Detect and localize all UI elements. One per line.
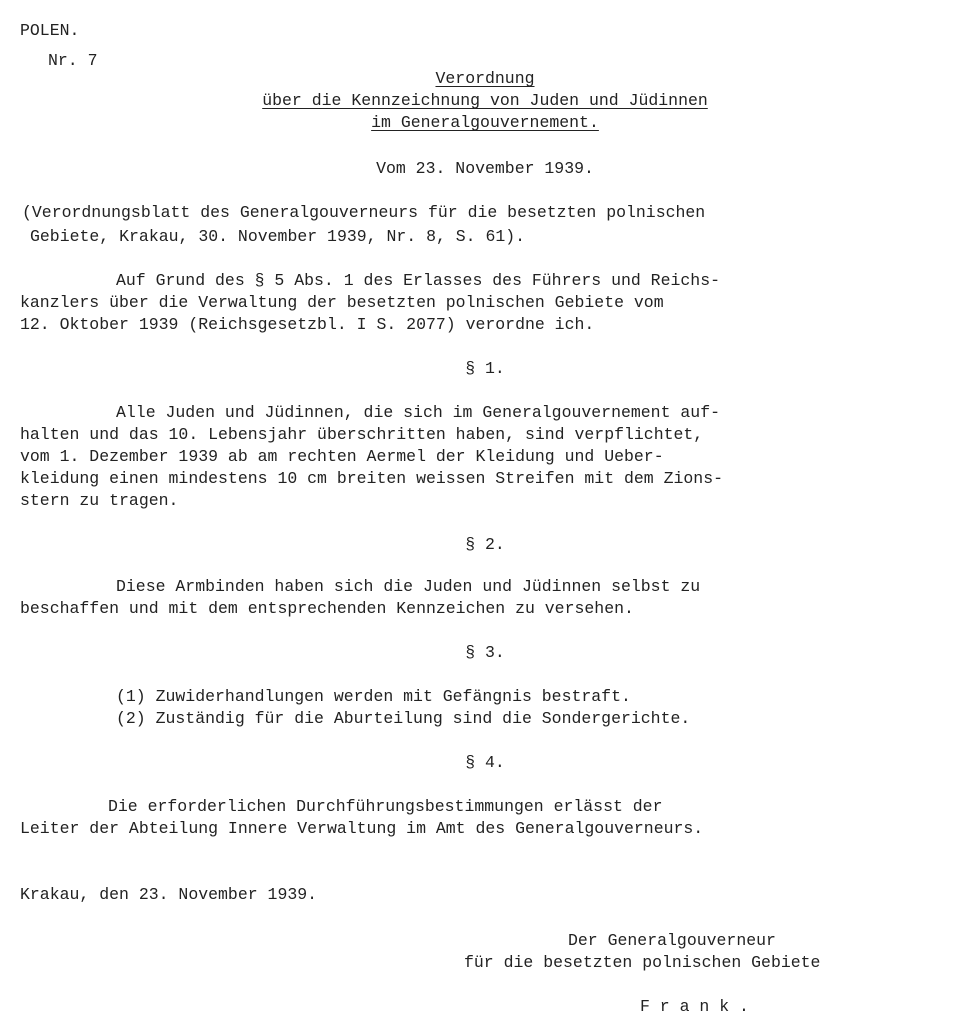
title-text-2: über die Kennzeichnung von Juden und Jüdinnen [262, 91, 708, 110]
title-line-3 [0, 112, 970, 134]
section-1-line-3: vom 1. Dezember 1939 ab am rechten Aermel der Kleidung und Ueber- [20, 447, 664, 466]
section-4-line-1: Die erforderlichen Durchführungsbestimmungen erlässt der [108, 797, 663, 816]
source-line-2: Gebiete, Krakau, 30. November 1939, Nr. 8, S. 61). [30, 227, 526, 246]
section-1-heading: § 1. [465, 359, 505, 378]
preamble-line-2: kanzlers über die Verwaltung der besetzten polnischen Gebiete vom [20, 293, 664, 312]
signer-title-2: für die besetzten polnischen Gebiete [464, 953, 821, 972]
section-1-line-5: stern zu tragen. [20, 491, 179, 510]
section-2-line-2: beschaffen und mit dem entsprechenden Kennzeichen zu versehen. [20, 599, 634, 618]
section-2-heading: § 2. [465, 535, 505, 554]
section-3-heading: § 3. [465, 643, 505, 662]
section-3-line-1: (1) Zuwiderhandlungen werden mit Gefängnis bestraft. [116, 687, 631, 706]
section-1-line-1: Alle Juden und Jüdinnen, die sich im Generalgouvernement auf- [116, 403, 720, 422]
section-2-line-1: Diese Armbinden haben sich die Juden und Jüdinnen selbst zu [116, 577, 701, 596]
section-4-heading: § 4. [465, 753, 505, 772]
preamble-line-3: 12. Oktober 1939 (Reichsgesetzbl. I S. 2077) verordne ich. [20, 315, 595, 334]
title-text-1: Verordnung [435, 69, 535, 88]
section-4-line-2: Leiter der Abteilung Innere Verwaltung im Amt des Generalgouverneurs. [20, 819, 704, 838]
source-line-1: (Verordnungsblatt des Generalgouverneurs für die besetzten polnischen [22, 203, 706, 222]
signer-title-1: Der Generalgouverneur [568, 931, 776, 950]
date-line: Vom 23. November 1939. [376, 159, 594, 178]
preamble-line-1: Auf Grund des § 5 Abs. 1 des Erlasses des Führers und Reichs- [116, 271, 720, 290]
title-line-1 [0, 68, 970, 90]
signature: F r a n k . [640, 997, 749, 1016]
section-3-line-2: (2) Zuständig für die Aburteilung sind die Sondergerichte. [116, 709, 691, 728]
section-1-line-2: halten und das 10. Lebensjahr überschritten haben, sind verpflichtet, [20, 425, 704, 444]
place-date: Krakau, den 23. November 1939. [20, 885, 318, 904]
section-1-line-4: kleidung einen mindestens 10 cm breiten weissen Streifen mit dem Zions- [20, 469, 724, 488]
country-label: POLEN. [20, 21, 80, 40]
document-number: Nr. 7 [48, 51, 98, 70]
title-text-3: im Generalgouvernement. [371, 113, 599, 132]
title-line-2 [0, 90, 970, 112]
